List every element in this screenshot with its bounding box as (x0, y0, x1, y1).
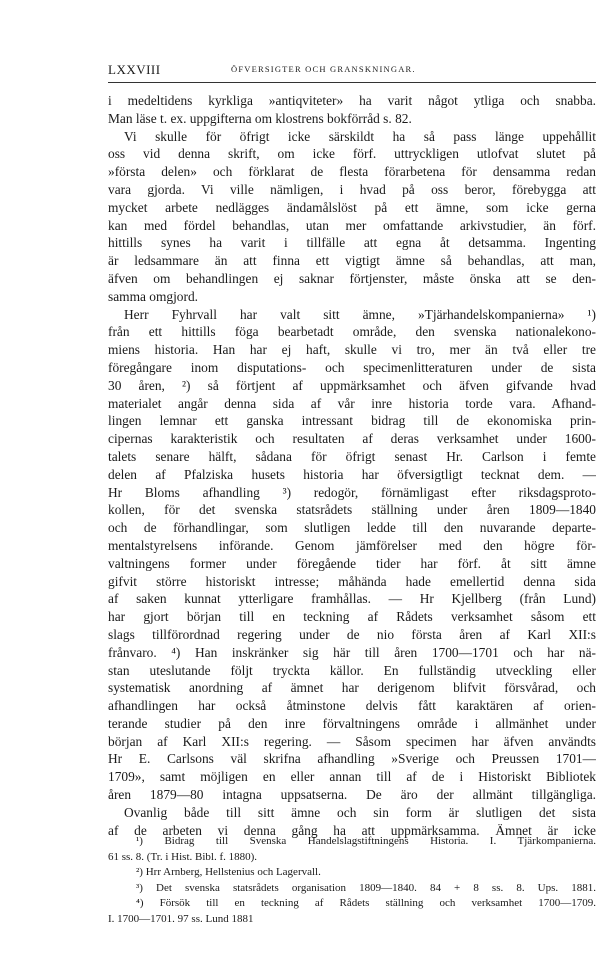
text-line: har gjort början till en teckning af Rådets verksamhet såsom ett (108, 609, 596, 625)
text-line: systematisk anordning af ämnet har derigenom blifvit försvårad, och (108, 680, 596, 696)
text-line: mycket arbete nedlägges ändamålslöst på ett ämne, som icke gerna (108, 199, 596, 215)
text-line: miens historia. Han har ej haft, skulle vi tro, mer än två eller tre (108, 342, 596, 358)
text-line: från ett hittills föga bearbetadt område, den svenska nationalekono- (108, 324, 596, 340)
text-line: oss vid denna skrift, om icke förf. uttryckligen utlofvat slutet på (108, 146, 596, 162)
footnote-line: ³) Det svenska statsrådets organisation 1809—1840. 84 + 8 ss. 8. Ups. 1881. (136, 881, 596, 894)
text-line: talets senare hälft, sådana för öfrigt senast Hr. Carlson i femte (108, 448, 596, 464)
text-line: hittills synes ha varit i tillfälle att egna åt detsamma. Ingenting (108, 235, 596, 251)
text-line: materialet angår denna sida af vår inre historia torde vara. Afhand- (108, 395, 596, 411)
text-line: samma omgjord. (108, 288, 199, 304)
text-line: frånvaro. ⁴) Han inskränker sig här till åren 1700—1701 och har nä- (108, 644, 596, 660)
text-line: Man läse t. ex. uppgifterna om klostrens bokförråd s. 82. (108, 110, 412, 126)
text-line: stan uteslutande följt tryckta källor. En fullständig utveckling eller (108, 662, 596, 678)
text-line: vara gjorda. Vi ville nämligen, i hvad på oss beror, förebygga att (108, 181, 596, 197)
text-line: terande studier på den inre förvaltningens område i allmänhet under (108, 715, 596, 731)
footnote-line: ²) Hrr Arnberg, Hellstenius och Lagervall. (136, 866, 321, 879)
text-line: af de arbeten vi denna gång ha att uppmärksamma. Ämnet är icke (108, 822, 596, 838)
text-line: föregångare inom disputations- och specimenlitteraturen under de sista (108, 359, 596, 375)
text-line: Hr Bloms afhandling ³) redogör, förnämligast efter riksdagsproto- (108, 484, 596, 500)
text-line: är ledsammare än att finna ett vigtigt ämne så behandlas, att man, (108, 253, 596, 269)
running-title: ÖFVERSIGTER OCH GRANSKNINGAR. (231, 64, 416, 74)
text-line: Vi skulle för öfrigt icke särskildt ha så pass länge uppehållit (124, 128, 596, 144)
text-line: »första delen» och förklarat de flesta förarbetena för densamma redan (108, 164, 596, 180)
text-line: slags tillförordnad regering under de nio första åren af Karl XII:s (108, 626, 596, 642)
text-line: Hr E. Carlsons väl skrifna afhandling »Sverige och Preussen 1701— (108, 751, 596, 767)
footnote-line: ⁴) Försök till en teckning af Rådets ställning och verksamhet 1700—1709. (136, 897, 596, 910)
footnote-line: ¹) Bidrag till Svenska Handelslagstiftningens Historia. I. Tjärkompanierna. (136, 835, 596, 847)
text-line: kollen, för det svenska statsrådets ställning under åren 1809—1840 (108, 502, 596, 518)
text-line: valtningens former under föregående tider har förf. åt sitt ämne (108, 555, 596, 571)
text-line: cipernas karakteristik och resultaten af deras verksamhet under 1600- (108, 431, 596, 447)
footnotes (108, 834, 596, 928)
body-text (108, 92, 596, 839)
text-line: kan med fördel behandlas, utan mer omfattande arkivstudier, än förf. (108, 217, 596, 233)
text-line: mentalstyrelsens införande. Genom jämförelser med den högre för- (108, 537, 596, 553)
text-line: Herr Fyhrvall har valt sitt ämne, »Tjärhandelskompanierna» ¹) (124, 306, 596, 322)
text-line: åren 1879—80 intagna uppsatserna. De äro der allmänt tillgängliga. (108, 787, 596, 803)
text-line: af saken kunnat ytterligare framhållas. — Hr Kjellberg (från Lund) (108, 591, 596, 607)
text-line: Ovanlig både till sitt ämne och sin form är slutligen det sista (124, 804, 596, 820)
text-line: och de förhandlingar, som slutligen ledde till den nuvarande departe- (108, 520, 596, 536)
text-line: lingen lemnar ett ganska intressant bidrag till de ekonomiska prin- (108, 413, 596, 429)
footnote-line: I. 1700—1701. 97 ss. Lund 1881 (108, 912, 254, 925)
header-rule (108, 82, 596, 83)
text-line: 1709», samt möjligen en eller annan till af de i Historiskt Bibliotek (108, 769, 596, 785)
text-line: äfven om behandlingen ej saknar förtjenster, måste önska att se den- (108, 270, 596, 286)
running-header (108, 62, 596, 82)
text-line: 30 åren, ²) så förtjent af uppmärksamhet och äfven gifvande hvad (108, 377, 596, 393)
page-number: LXXVIII (108, 62, 161, 77)
text-line: början af Karl XII:s regering. — Såsom specimen har äfven användts (108, 733, 596, 749)
text-line: delen af Pfalziska husets historia har öfversigtligt tecknat dem. — (108, 466, 596, 482)
footnote-line: 61 ss. 8. (Tr. i Hist. Bibl. f. 1880). (108, 850, 258, 863)
text-line: afhandlingen har också åtminstone delvis fått karaktären af orien- (108, 698, 596, 714)
text-line: i medeltidens kyrkliga »antiqviteter» ha varit något ytliga och snabba. (108, 93, 596, 108)
text-line: gifvit större historiskt intresse; måhända hade emellertid denna sida (108, 573, 596, 589)
